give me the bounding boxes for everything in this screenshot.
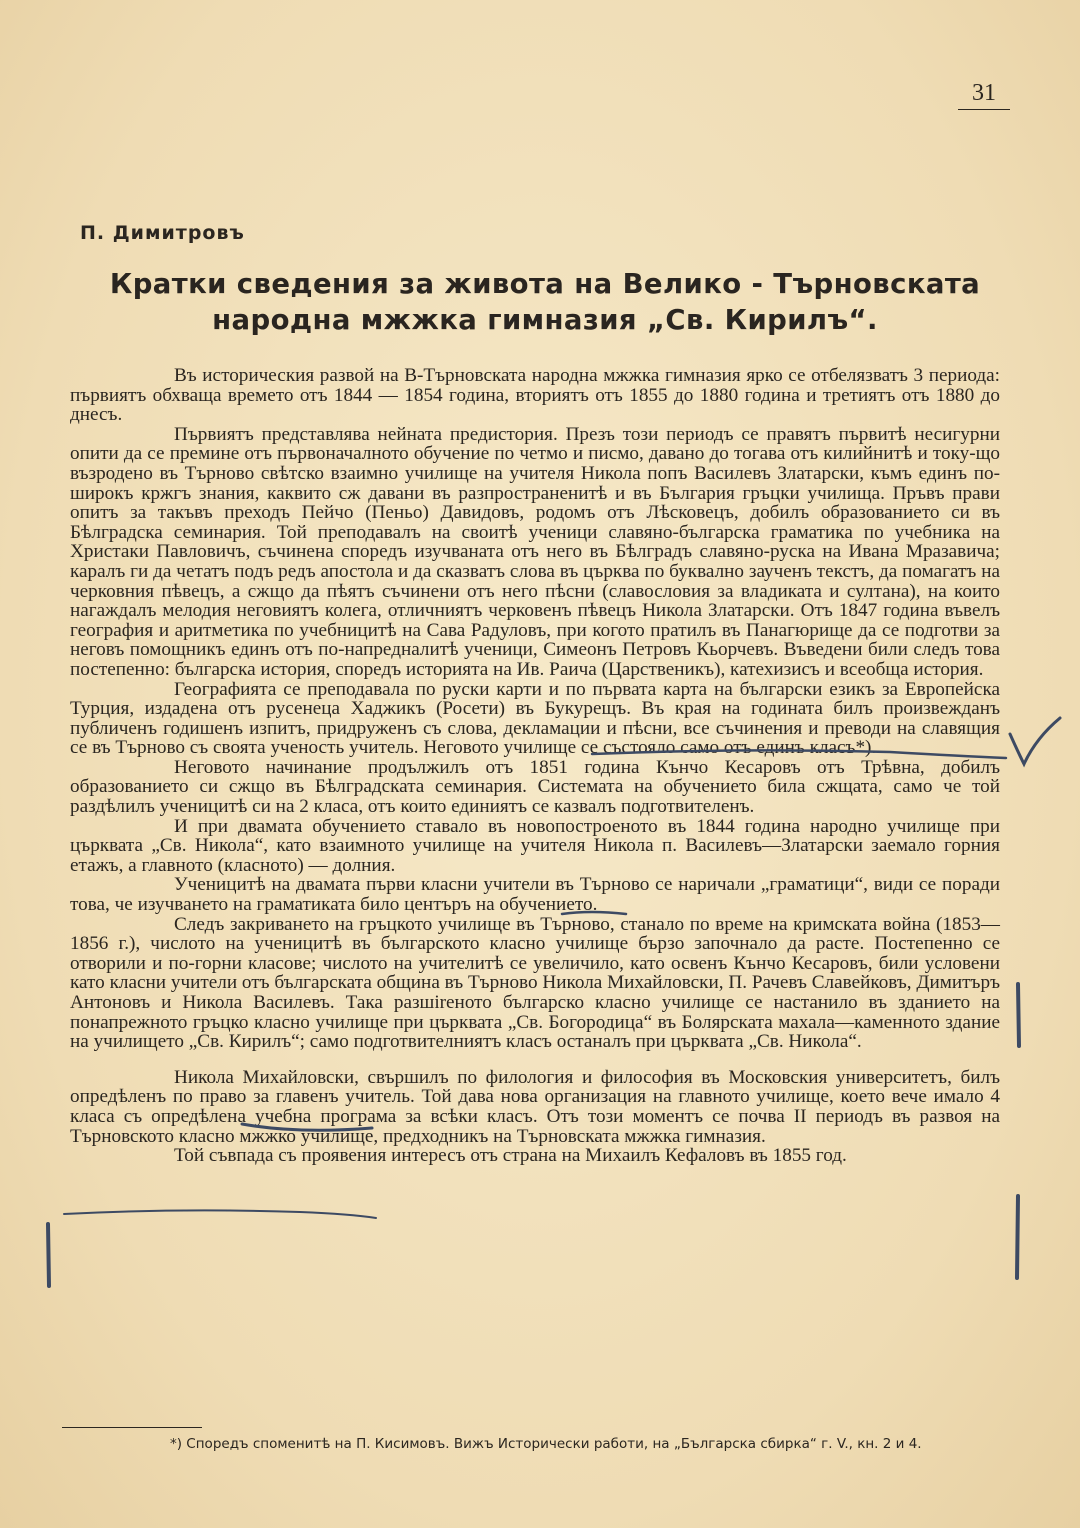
- footnote-divider: [62, 1427, 202, 1428]
- author-name: П. Димитровъ: [80, 222, 245, 244]
- article-title: Кратки сведения за животa на Велико - Търновската народна мжжка гимназия „Св. Кирилъ“.: [109, 268, 981, 336]
- paragraph-1: Въ историческия развой на В-Търновската народна мжжка гимназия ярко се отбелязватъ 3 периода: първиятъ обхваща времето отъ 1844 — 1854 година, вториятъ отъ 1855 до 1880 година и третиятъ отъ 1880 до днесъ.: [70, 365, 1000, 426]
- pencil-margin-line-icon: [1012, 1192, 1024, 1282]
- paragraph-8: Никола Михайловски, свършилъ по филология и философия въ Московския университетъ, билъ опредѣленъ по право за главенъ учитель. Той дава нова организация на главното училище, което вече имало 4 класа съ опредѣлена учебна програма за всѣки класъ. Отъ този моментъ се почва II периодъ въ развоя на Търновското класно мжжко училище, предходникъ на Търновската мжжка гимназия.: [70, 1066, 1000, 1147]
- paragraph-5: И при двамата обучението ставало въ новопостроеното въ 1844 година народно училище при църквата „Св. Никола“, като взаимното училище на учителя Никола п. Василевъ—Златарски заемало горния етажъ, а главното (класното) — долния.: [70, 815, 1000, 876]
- pencil-margin-line-icon: [1012, 980, 1024, 1050]
- paragraph-9: Той съвпада съ проявения интересъ отъ страна на Михаилъ Кефаловъ въ 1855 год.: [174, 1145, 847, 1167]
- paragraph-2: Първиятъ представлява нейната предистория. Презъ този периодъ се правятъ първитѣ несигурни опити да се премине отъ първоначалното обучение по четмо и писмо, давано до тогава отъ килийнитѣ и току-що възродено въ Търново свѣтско взаимно училище на учителя Никола попъ Василевъ Златарски, къмъ единъ по-широкъ кржгъ знания, каквито сж давани въ разпространенитѣ и въ България гръцки училища. Пръвъ прави опитъ за такъвъ преходъ Пейчо (Пеньо) Давидовъ, родомъ отъ Лѣсковецъ, добилъ образованието си въ Бѣлградска семинария. Той преподавалъ на своитѣ ученици славяно-българска граматика по учебника на Христаки Павловичъ, съчинена споредъ изучваната отъ него въ Бѣлградъ славяно-руска на Ивана Мразавича; каралъ ги да четатъ подъ редъ апостола и да сказватъ слова въ църква по буквално заученъ текстъ, да помагатъ на черковния пѣвецъ, а сжщо да пѣятъ съчинени отъ него пѣсни (славословия за владиката и султана), на които нагаждалъ мелодия неговиятъ колега, отличниятъ черковенъ пѣвецъ Никола Златарски. Отъ 1847 година въвелъ география и аритметика по учебницитѣ на Сава Радуловъ, при когото пратилъ въ Панагюрище да се подготви за неговъ помощникъ единъ отъ по-напредналитѣ ученици, Симеонъ Петровъ Кьорчевъ. Въведени били следъ това постепенно: българска история, споредъ историята на Ив. Раича (Царственикъ), катехизисъ и всеобща история.: [70, 423, 1000, 680]
- pencil-margin-line-icon: [42, 1220, 54, 1290]
- footnote: *) Споредъ споменитѣ на П. Кисимовъ. Вижъ Исторически работи, на „Българска сбирка“ г. V., кн. 2 и 4.: [170, 1436, 922, 1452]
- pencil-underline-icon: [590, 738, 1010, 762]
- paragraph-7: Следъ закриването на гръцкото училище въ Търново, станало по време на кримската война (1853—1856 г.), числото на ученицитѣ въ българското класно училище бързо започнало да расте. Постепенно се отворили и по-горни класове; числото на учителитѣ се увеличило, като освенъ Кънчо Кесаровъ, били условени като класни учители отъ българската община въ Търново Никола Михайловски, П. Рачевъ Славейковъ, Димитъръ Антоновъ и Никола Василевъ. Така разшireното българско класно училище се настанило въ зданието на понапрежното гръцко класно училище при църквата „Св. Богородица“ въ Болярската махала—каменното здание на училището „Св. Кирилъ“; само подготвителниятъ класъ останалъ при църквата „Св. Никола“.: [70, 913, 1000, 1053]
- paragraph-4: Неговото начинание продължилъ отъ 1851 година Кънчо Кесаровъ отъ Трѣвна, добилъ образованието си сжщо въ Бѣлградската семинария. Системата на обучението била сжщата, само че той раздѣлилъ ученицитѣ си на 2 класа, отъ които единиятъ се казвалъ подготвителенъ.: [70, 756, 1000, 818]
- pencil-underline-icon: [560, 904, 630, 920]
- paragraph-6: Ученицитѣ на двамата първи класни учители въ Търново се наричали „граматици“, види се поради това, че изучването на граматиката било центъръ на обучението.: [70, 874, 1000, 916]
- article-body: [70, 366, 1000, 1166]
- pencil-checkmark-icon: [1006, 712, 1066, 772]
- page-number: 31: [958, 80, 1010, 110]
- pencil-underline-icon: [60, 1196, 380, 1222]
- pencil-underline-icon: [238, 1116, 378, 1138]
- paragraph-3: Географията се преподавала по руски карти и по първата карта на български езикъ за Европейска Турция, издадена отъ русенеца Хаджикъ (Росети) въ Букурещъ. Въ края на годината билъ произвежданъ публиченъ годишенъ изпитъ, придруженъ съ слова, декламации и пѣсни, все съчинения и преводи на славящия се въ Търново съ своята ученость учитель. Неговото училище се състояло само отъ единъ класъ*).: [70, 678, 1000, 759]
